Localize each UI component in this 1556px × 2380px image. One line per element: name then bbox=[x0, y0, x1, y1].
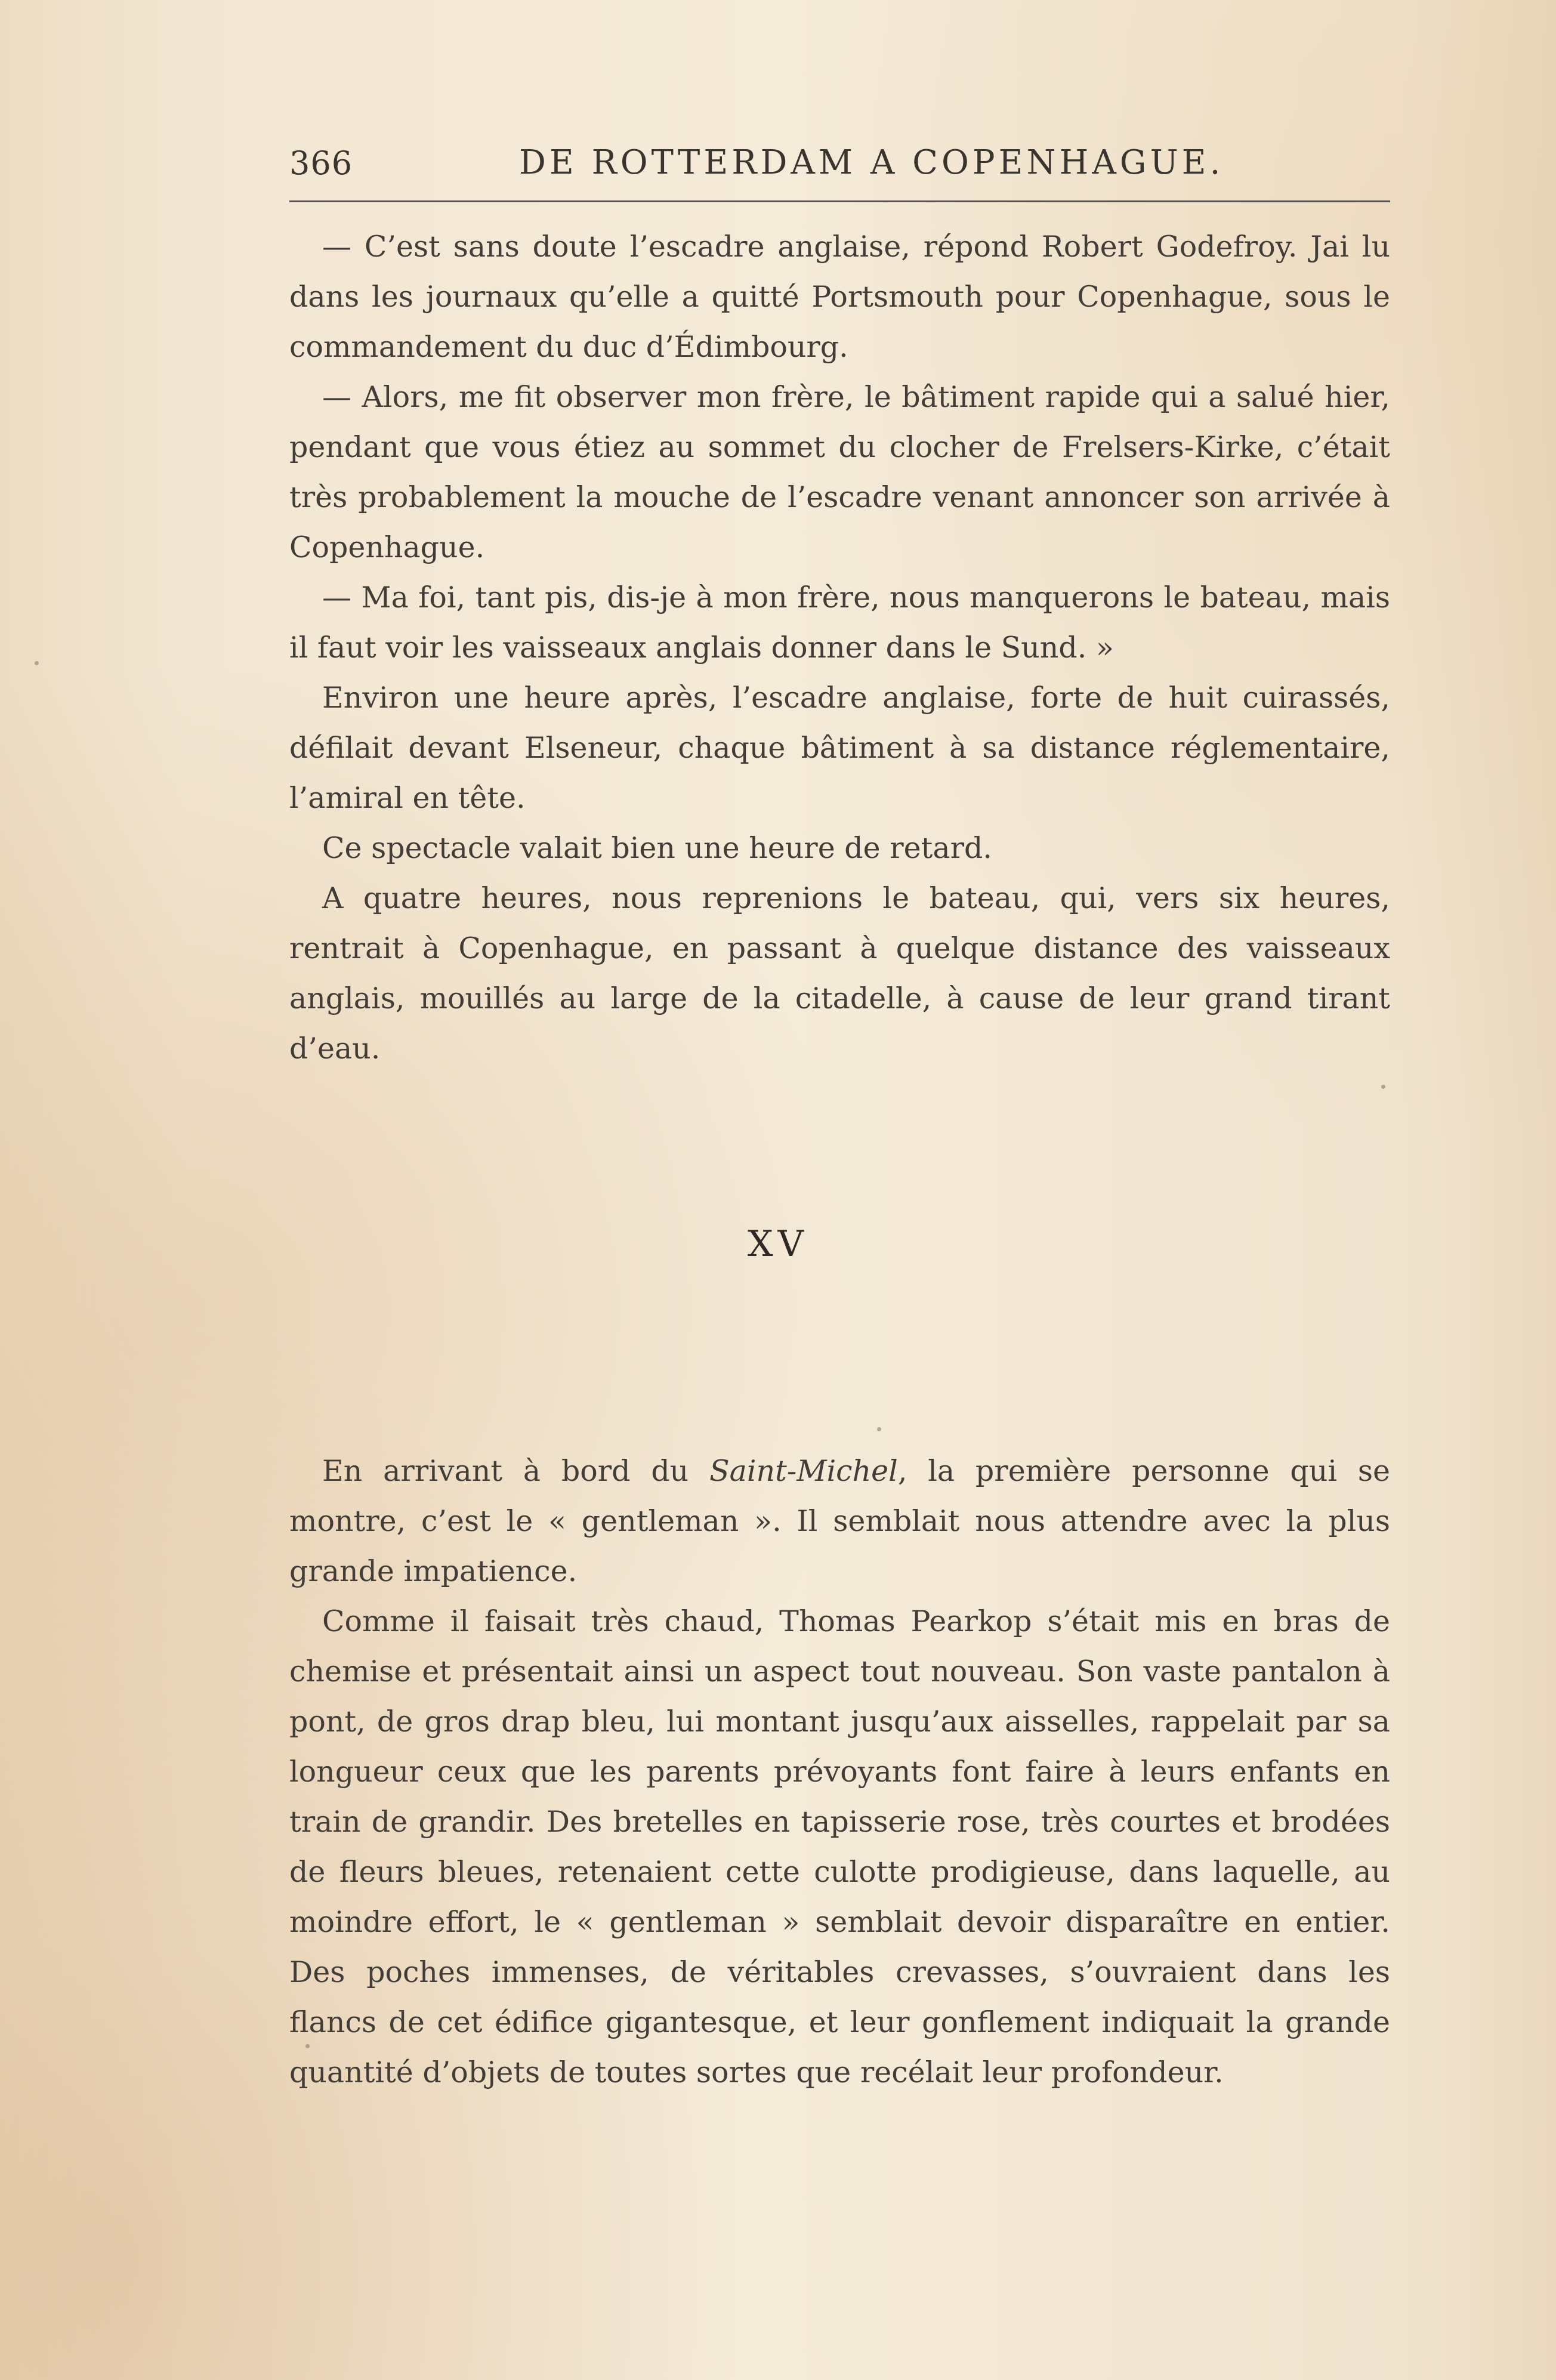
paragraph: — Alors, me fit observer mon frère, le bâtiment rapide qui a salué hier, pendant que vous étiez au sommet du clocher de Frelsers-Kirke, c’était très probablement la mouche de l’escadre venant annoncer son arrivée à Copenhague. bbox=[289, 380, 1390, 564]
paper-speck bbox=[877, 1427, 881, 1431]
paragraph: — C’est sans doute l’escadre anglaise, répond Robert Godefroy. Jai lu dans les journaux qu’elle a quitté Portsmouth pour Copenhague, sous le commandement du duc d’Édimbourg. bbox=[289, 230, 1390, 364]
paragraph-text: En arrivant à bord du bbox=[322, 1454, 710, 1488]
page-header bbox=[289, 138, 1390, 186]
header-rule bbox=[289, 200, 1390, 202]
text-block-before-chapter bbox=[289, 222, 1390, 1074]
chapter-heading: XV bbox=[747, 1223, 809, 1265]
paper-speck bbox=[1381, 1085, 1385, 1089]
paragraph: A quatre heures, nous reprenions le bateau, qui, vers six heures, rentrait à Copenhague, en passant à quelque distance des vaisseaux anglais, mouillés au large de la citadelle, à cause de leur grand tirant d’eau. bbox=[289, 881, 1390, 1066]
paper-speck bbox=[305, 2044, 310, 2048]
paragraph: Environ une heure après, l’escadre anglaise, forte de huit cuirassés, défilait devant Elseneur, chaque bâtiment à sa distance réglementaire, l’amiral en tête. bbox=[289, 681, 1390, 815]
paragraph-first bbox=[289, 1446, 1390, 1597]
paragraph: Ce spectacle valait bien une heure de retard. bbox=[322, 831, 992, 865]
paper-speck bbox=[35, 661, 39, 665]
running-title: DE ROTTERDAM A COPENHAGUE. bbox=[519, 143, 1224, 182]
paragraph: — Ma foi, tant pis, dis-je à mon frère, nous manquerons le bateau, mais il faut voir les vaisseaux anglais donner dans le Sund. » bbox=[289, 581, 1390, 665]
ship-name: Saint-Michel bbox=[709, 1454, 898, 1488]
page-number: 366 bbox=[289, 144, 353, 182]
text-block-after-chapter bbox=[289, 1446, 1390, 2098]
paragraph: Comme il faisait très chaud, Thomas Pearkop s’était mis en bras de chemise et présentait ainsi un aspect tout nouveau. Son vaste pantalon à pont, de gros drap bleu, lui montant jusqu’aux aisselles, rappelait par sa longueur ceux que les parents prévoyants font faire à leurs enfants en train de grandir. Des bretelles en tapisserie rose, très courtes et brodées de fleurs bleues, retenaient cette culotte prodigieuse, dans laquelle, au moindre effort, le « gentleman » semblait devoir disparaître en entier. Des poches immenses, de véritables crevasses, s’ouvraient dans les flancs de cet édifice gigantesque, et leur gonflement indiquait la grande quantité d’objets de toutes sortes que recélait leur profondeur. bbox=[289, 1604, 1390, 2089]
paragraph-text: , la première personne qui se montre, c’est le « gentleman ». Il semblait nous attendre avec la plus grande impatience. bbox=[289, 1454, 1390, 1588]
